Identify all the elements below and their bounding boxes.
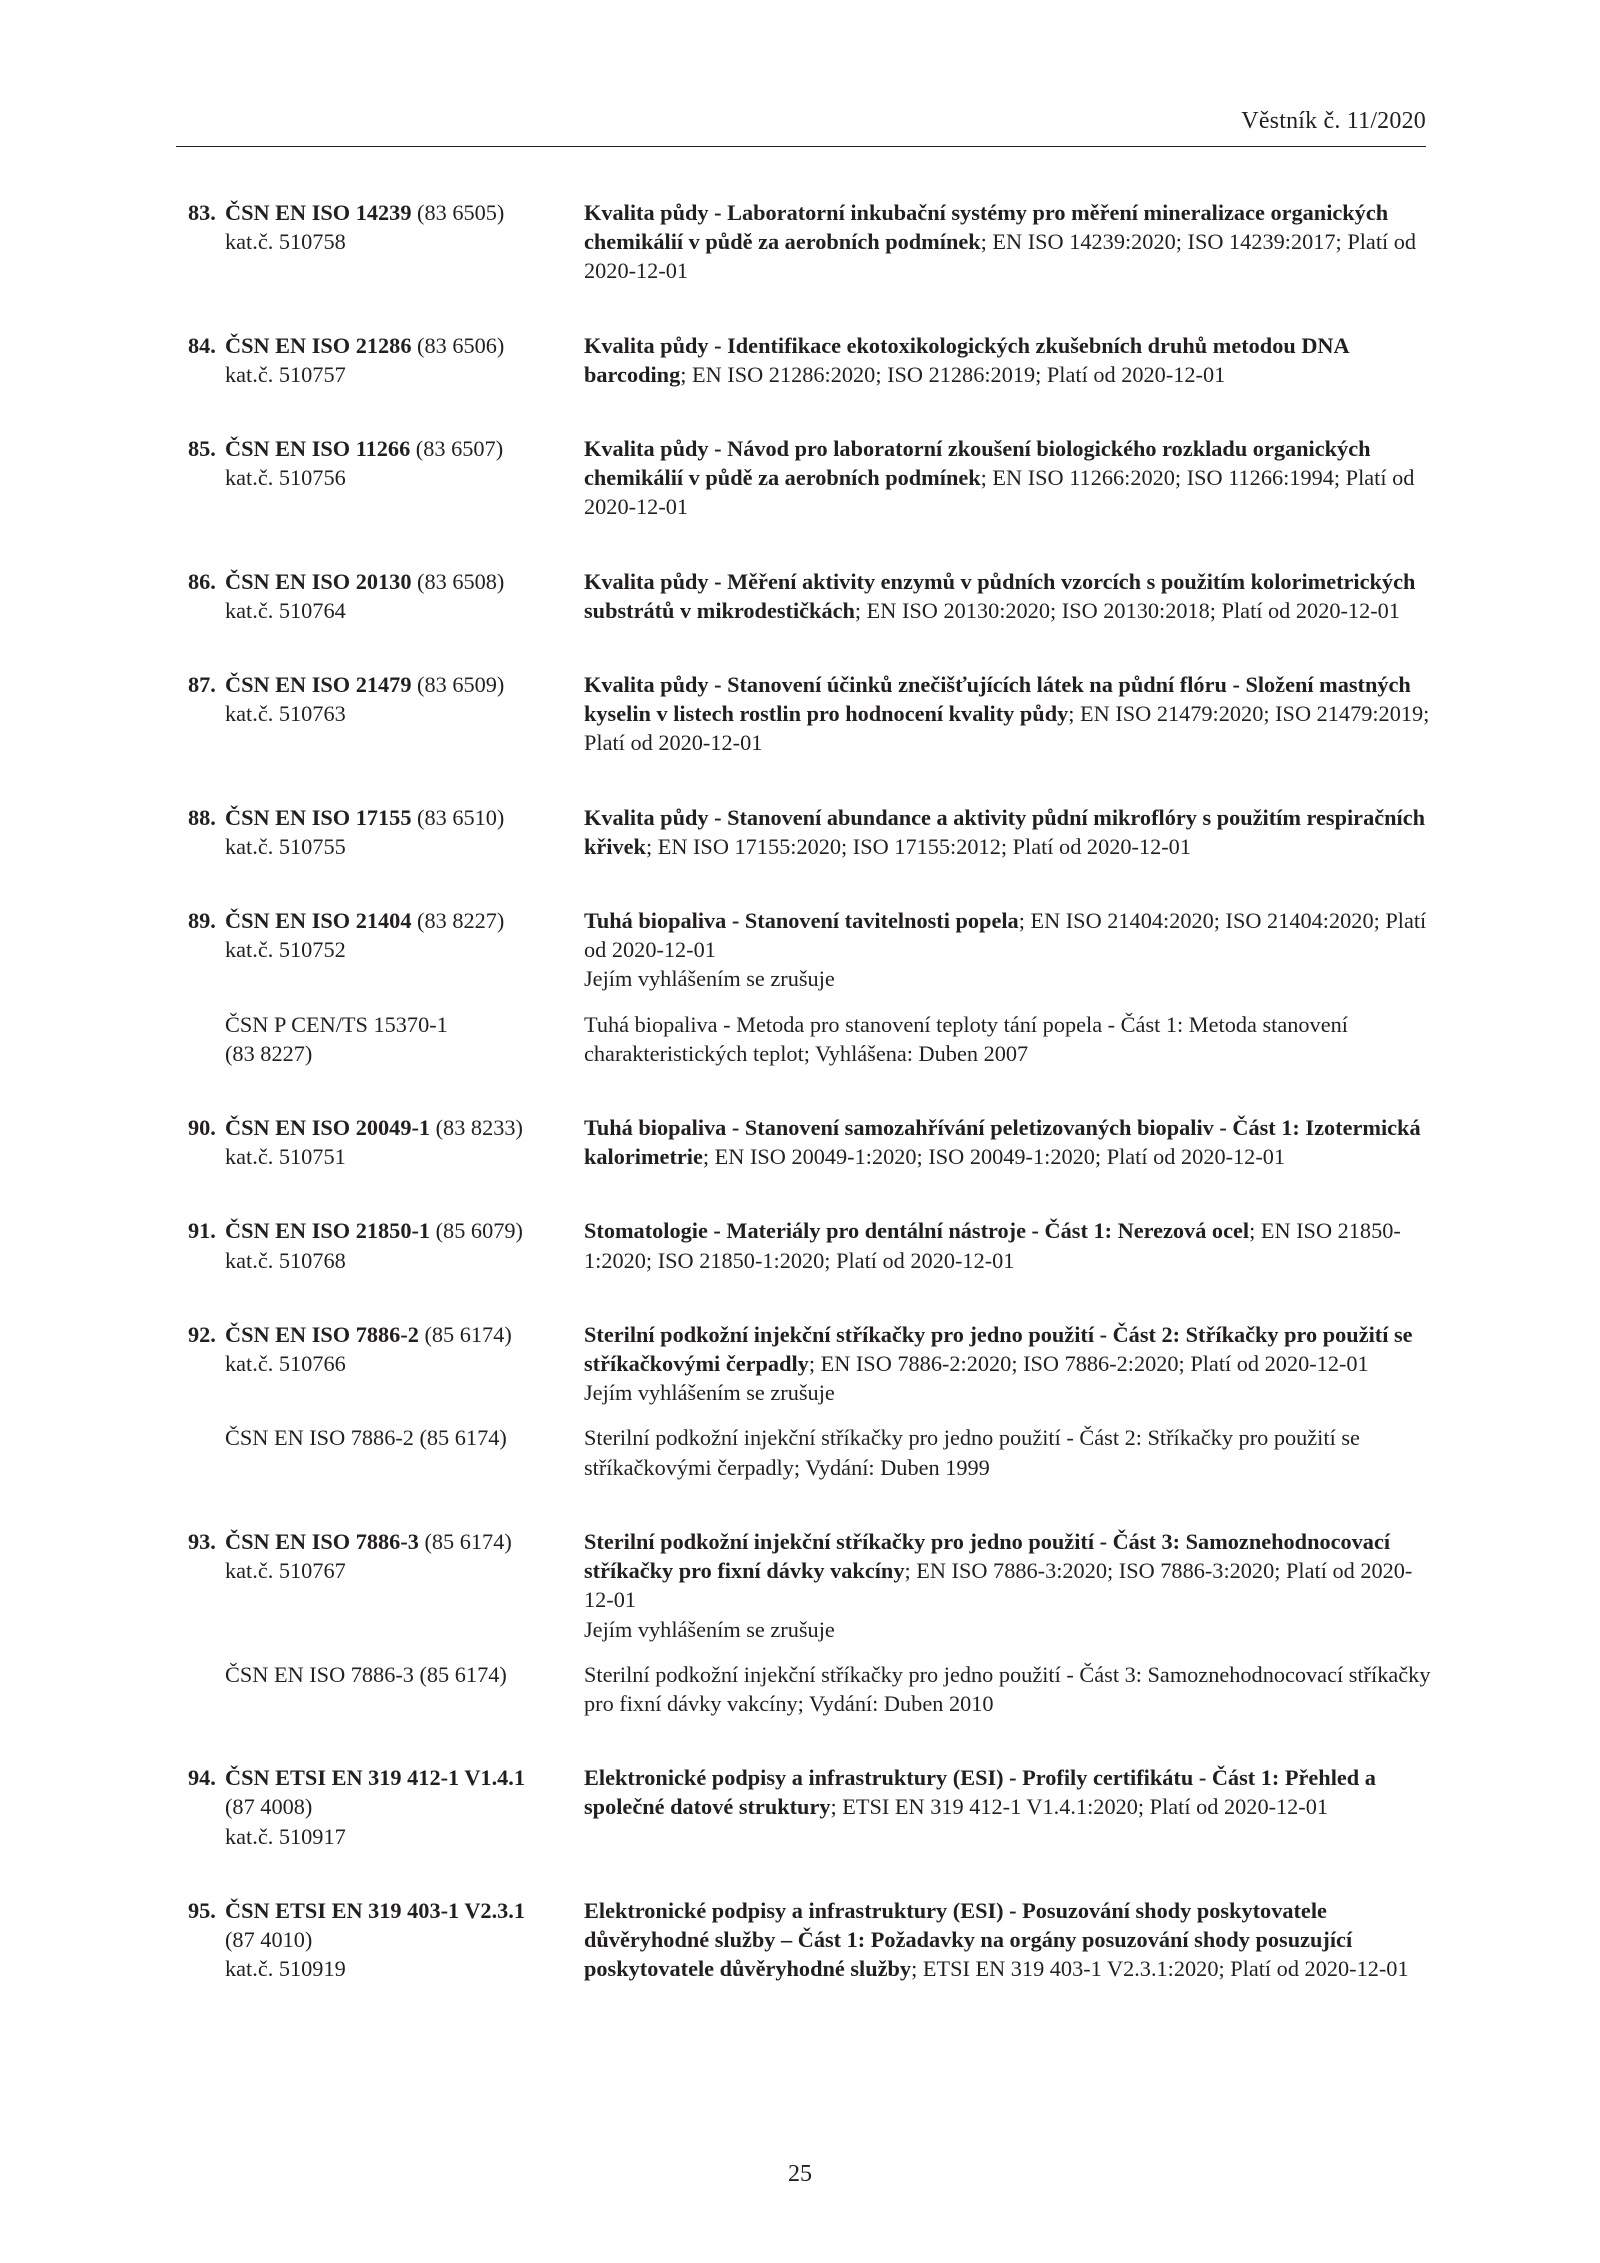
replaced-standard: ČSN EN ISO 7886-3 (85 6174)	[225, 1661, 507, 1687]
entry-left-column	[0, 1320, 512, 1408]
standard-designation	[225, 803, 505, 832]
standard-designation	[225, 1113, 523, 1142]
entry-main-row	[0, 1320, 1600, 1408]
entry-main-row	[0, 1763, 1600, 1851]
standard-code: ČSN ETSI EN 319 403-1 V2.3.1	[225, 1897, 526, 1923]
standard-entry	[0, 670, 1600, 758]
title-details: ; EN ISO 20130:2020; ISO 20130:2018; Platí od 2020-12-01	[854, 597, 1400, 623]
entry-right-column	[584, 803, 1434, 861]
entry-number: 88.	[188, 804, 216, 830]
standard-designation	[225, 1320, 512, 1349]
entry-right-column	[584, 670, 1434, 758]
replaces-note: Jejím vyhlášením se zrušuje	[584, 1380, 835, 1406]
title-bold: Kvalita půdy - Stanovení abundance a aktivity půdní mikroflóry s použitím respiračních křivek	[584, 804, 1426, 859]
standard-title	[584, 1896, 1434, 1984]
title-bold: Tuhá biopaliva - Stanovení tavitelnosti popela	[584, 908, 1019, 934]
standard-entry	[0, 1763, 1600, 1851]
entry-number: 94.	[188, 1765, 216, 1791]
standard-code: ČSN EN ISO 21286	[225, 332, 412, 358]
entry-left-column	[0, 906, 505, 994]
entry-number: 87.	[188, 672, 216, 698]
standard-title	[584, 567, 1434, 625]
standard-title	[584, 670, 1434, 758]
standard-entry	[0, 803, 1600, 861]
standard-code: ČSN EN ISO 17155	[225, 804, 412, 830]
entry-left-column	[0, 1763, 526, 1851]
entry-left-column	[0, 198, 505, 286]
standard-class: (83 6505)	[411, 200, 505, 225]
standard-entry	[0, 198, 1600, 286]
entry-number: 86.	[188, 568, 216, 594]
replaces-note: Jejím vyhlášením se zrušuje	[584, 966, 835, 992]
entry-main-row	[0, 1527, 1600, 1644]
replaced-title: Sterilní podkožní injekční stříkačky pro jedno použití - Část 3: Samoznehodnocovací stříkačky pro fixní dávky vakcíny; Vydání: Duben 2010	[584, 1661, 1431, 1716]
standard-title	[584, 1527, 1434, 1615]
title-details: ; EN ISO 11266:2020; ISO 11266:1994; Platí od 2020-12-01	[584, 465, 1415, 520]
entry-left-column	[0, 331, 505, 389]
catalog-number: kat.č. 510768	[225, 1247, 346, 1273]
entry-right-column	[584, 331, 1434, 389]
standard-code: ČSN EN ISO 21404	[225, 908, 412, 934]
standard-entry	[0, 567, 1600, 625]
entry-main-row	[0, 906, 1600, 994]
replaced-left-column	[0, 1423, 507, 1481]
standard-class: (87 4008)	[225, 1794, 313, 1820]
page-header	[176, 108, 1426, 147]
title-details: ; EN ISO 20049-1:2020; ISO 20049-1:2020; Platí od 2020-12-01	[702, 1144, 1286, 1170]
catalog-number: kat.č. 510919	[225, 1956, 346, 1982]
replaced-standard: ČSN EN ISO 7886-2 (85 6174)	[225, 1425, 507, 1451]
entry-left-column	[0, 434, 504, 522]
standard-class: (83 6510)	[411, 804, 505, 830]
catalog-number: kat.č. 510767	[225, 1558, 346, 1584]
catalog-number: kat.č. 510752	[225, 937, 346, 963]
entry-right-column	[584, 1896, 1434, 1984]
standard-entry	[0, 1527, 1600, 1718]
standard-class: (85 6174)	[418, 1528, 512, 1554]
standard-designation	[225, 434, 504, 463]
standard-entry	[0, 1896, 1600, 1984]
standard-title	[584, 1113, 1434, 1171]
standard-designation	[225, 1896, 526, 1925]
title-details: ; ETSI EN 319 412-1 V1.4.1:2020; Platí od 2020-12-01	[830, 1794, 1329, 1820]
standard-entry	[0, 1216, 1600, 1274]
standard-designation	[225, 198, 505, 227]
entry-right-column	[584, 434, 1434, 522]
title-bold: Sterilní podkožní injekční stříkačky pro jedno použití - Část 2: Stříkačky pro použití se stříkačkovými čerpadly	[584, 1321, 1413, 1377]
replaced-row	[0, 1010, 1600, 1068]
entry-right-column	[584, 1113, 1434, 1171]
standard-code: ČSN EN ISO 7886-2	[225, 1321, 419, 1347]
replaced-row	[0, 1423, 1600, 1481]
entry-main-row	[0, 803, 1600, 861]
standard-designation	[225, 906, 505, 935]
standard-code: ČSN EN ISO 20130	[225, 568, 412, 594]
standard-class: (83 6507)	[410, 436, 504, 462]
standards-list	[0, 198, 1600, 2028]
title-details: ; EN ISO 21404:2020; ISO 21404:2020; Platí od 2020-12-01	[584, 908, 1427, 963]
entry-left-column	[0, 670, 505, 758]
standard-title	[584, 1216, 1434, 1274]
entry-right-column	[584, 1763, 1434, 1851]
standard-code: ČSN EN ISO 21479	[225, 672, 412, 698]
replaced-row	[0, 1660, 1600, 1718]
entry-number: 92.	[188, 1321, 216, 1347]
standard-title	[584, 331, 1434, 389]
standard-entry	[0, 1320, 1600, 1482]
standard-entry	[0, 434, 1600, 522]
entry-left-column	[0, 1896, 526, 1984]
entry-number: 83.	[188, 200, 216, 225]
standard-class: (83 8233)	[430, 1115, 523, 1141]
entry-number: 84.	[188, 332, 216, 358]
standard-designation	[225, 567, 505, 596]
title-details: ; EN ISO 17155:2020; ISO 17155:2012; Platí od 2020-12-01	[645, 833, 1191, 859]
entry-number: 85.	[188, 436, 216, 462]
replaced-right-column	[584, 1660, 1434, 1718]
standard-code: ČSN EN ISO 14239	[225, 200, 412, 225]
standard-class: (85 6174)	[418, 1321, 512, 1347]
standard-code: ČSN ETSI EN 319 412-1 V1.4.1	[225, 1765, 526, 1791]
replaces-note: Jejím vyhlášením se zrušuje	[584, 1616, 835, 1642]
standard-title	[584, 434, 1434, 522]
title-bold: Kvalita půdy - Identifikace ekotoxikologických zkušebních druhů metodou DNA barcoding	[584, 332, 1349, 387]
catalog-number: kat.č. 510917	[225, 1823, 346, 1849]
entry-main-row	[0, 567, 1600, 625]
standard-code: ČSN EN ISO 7886-3	[225, 1528, 419, 1554]
replaced-right-column	[584, 1010, 1434, 1068]
standard-title	[584, 198, 1434, 286]
standard-class: (83 6506)	[411, 332, 505, 358]
title-bold: Kvalita půdy - Měření aktivity enzymů v půdních vzorcích s použitím kolorimetrických substrátů v mikrodestičkách	[584, 568, 1416, 623]
entry-main-row	[0, 1113, 1600, 1171]
entry-right-column	[584, 906, 1434, 994]
entry-left-column	[0, 1216, 523, 1274]
replaced-title: Tuhá biopaliva - Metoda pro stanovení teploty tání popela - Část 1: Metoda stanovení charakteristických teplot; Vyhlášena: Duben 2007	[584, 1011, 1348, 1066]
entry-left-column	[0, 1113, 523, 1171]
title-details: ; EN ISO 7886-2:2020; ISO 7886-2:2020; Platí od 2020-12-01	[808, 1351, 1369, 1377]
title-bold: Kvalita půdy - Návod pro laboratorní zkoušení biologického rozkladu organických chemikálií v půdě za aerobních podmínek	[584, 436, 1371, 491]
entry-left-column	[0, 1527, 512, 1644]
entry-right-column	[584, 198, 1434, 286]
entry-number: 90.	[188, 1115, 216, 1141]
standard-designation	[225, 331, 505, 360]
entry-right-column	[584, 1320, 1434, 1408]
catalog-number: kat.č. 510758	[225, 229, 346, 255]
title-bold: Elektronické podpisy a infrastruktury (ESI) - Profily certifikátu - Část 1: Přehled a společné datové struktury	[584, 1765, 1376, 1820]
title-bold: Elektronické podpisy a infrastruktury (ESI) - Posuzování shody poskytovatele důvěryhodné služby – Část 1: Požadavky na orgány posuzování shody posuzující poskytovatele důvěryhodné služby	[584, 1897, 1353, 1982]
title-bold: Kvalita půdy - Laboratorní inkubační systémy pro měření mineralizace organických chemikálií v půdě za aerobních podmínek	[584, 200, 1389, 255]
entry-right-column	[584, 1527, 1434, 1644]
title-details: ; EN ISO 21286:2020; ISO 21286:2019; Platí od 2020-12-01	[680, 361, 1226, 387]
catalog-number: kat.č. 510755	[225, 833, 346, 859]
standard-code: ČSN EN ISO 11266	[225, 436, 411, 462]
standard-title	[584, 1320, 1434, 1378]
title-details: ; EN ISO 21479:2020; ISO 21479:2019; Platí od 2020-12-01	[584, 701, 1430, 756]
title-bold: Tuhá biopaliva - Stanovení samozahřívání peletizovaných biopaliv - Část 1: Izotermická kalorimetrie	[584, 1115, 1421, 1170]
entry-main-row	[0, 434, 1600, 522]
standard-title	[584, 906, 1434, 964]
bulletin-title: Věstník č. 11/2020	[1241, 108, 1426, 134]
standard-class: (87 4010)	[225, 1926, 313, 1952]
standard-title	[584, 1763, 1434, 1821]
title-details: ; ETSI EN 319 403-1 V2.3.1:2020; Platí od 2020-12-01	[911, 1956, 1409, 1982]
entry-main-row	[0, 1896, 1600, 1984]
entry-main-row	[0, 670, 1600, 758]
standard-title	[584, 803, 1434, 861]
entry-left-column	[0, 567, 505, 625]
standard-code: ČSN EN ISO 20049-1	[225, 1115, 431, 1141]
replaced-standard: ČSN P CEN/TS 15370-1	[225, 1011, 448, 1037]
entry-number: 95.	[188, 1897, 216, 1923]
title-details: ; EN ISO 14239:2020; ISO 14239:2017; Platí od 2020-12-01	[584, 229, 1417, 284]
title-bold: Sterilní podkožní injekční stříkačky pro jedno použití - Část 3: Samoznehodnocovací stříkačky pro fixní dávky vakcíny	[584, 1528, 1391, 1584]
replaced-left-column	[0, 1660, 507, 1718]
catalog-number: kat.č. 510766	[225, 1351, 346, 1377]
replaced-standard: (83 8227)	[225, 1040, 313, 1066]
replaced-left-column	[0, 1010, 448, 1068]
standard-designation	[225, 1763, 526, 1792]
entry-right-column	[584, 1216, 1434, 1274]
entry-main-row	[0, 331, 1600, 389]
standard-entry	[0, 331, 1600, 389]
entry-number: 91.	[188, 1218, 216, 1244]
standard-class: (83 6508)	[411, 568, 505, 594]
catalog-number: kat.č. 510756	[225, 465, 346, 491]
entry-right-column	[584, 567, 1434, 625]
title-details: ; EN ISO 21850-1:2020; ISO 21850-1:2020; Platí od 2020-12-01	[584, 1218, 1401, 1273]
catalog-number: kat.č. 510751	[225, 1144, 346, 1170]
replaced-title: Sterilní podkožní injekční stříkačky pro jedno použití - Část 2: Stříkačky pro použití se stříkačkovými čerpadly; Vydání: Duben 1999	[584, 1425, 1360, 1480]
catalog-number: kat.č. 510763	[225, 701, 346, 727]
standard-class: (83 8227)	[411, 908, 505, 934]
title-details: ; EN ISO 7886-3:2020; ISO 7886-3:2020; Platí od 2020-12-01	[584, 1558, 1413, 1613]
replaced-right-column	[584, 1423, 1434, 1481]
catalog-number: kat.č. 510764	[225, 597, 346, 623]
title-bold: Kvalita půdy - Stanovení účinků znečišťujících látek na půdní flóru - Složení mastných kyselin v listech rostlin pro hodnocení kvality půdy	[584, 672, 1411, 727]
entry-main-row	[0, 1216, 1600, 1274]
standard-entry	[0, 906, 1600, 1068]
standard-designation	[225, 670, 505, 699]
standard-class: (83 6509)	[411, 672, 505, 698]
entry-main-row	[0, 198, 1600, 286]
entry-left-column	[0, 803, 505, 861]
standard-entry	[0, 1113, 1600, 1171]
catalog-number: kat.č. 510757	[225, 361, 346, 387]
standard-code: ČSN EN ISO 21850-1	[225, 1218, 431, 1244]
standard-designation	[225, 1216, 523, 1245]
entry-number: 93.	[188, 1528, 216, 1554]
title-bold: Stomatologie - Materiály pro dentální nástroje - Část 1: Nerezová ocel	[584, 1218, 1250, 1244]
standard-designation	[225, 1527, 512, 1556]
page-number: 25	[788, 2161, 812, 2187]
entry-number: 89.	[188, 908, 216, 934]
standard-class: (85 6079)	[430, 1218, 523, 1244]
